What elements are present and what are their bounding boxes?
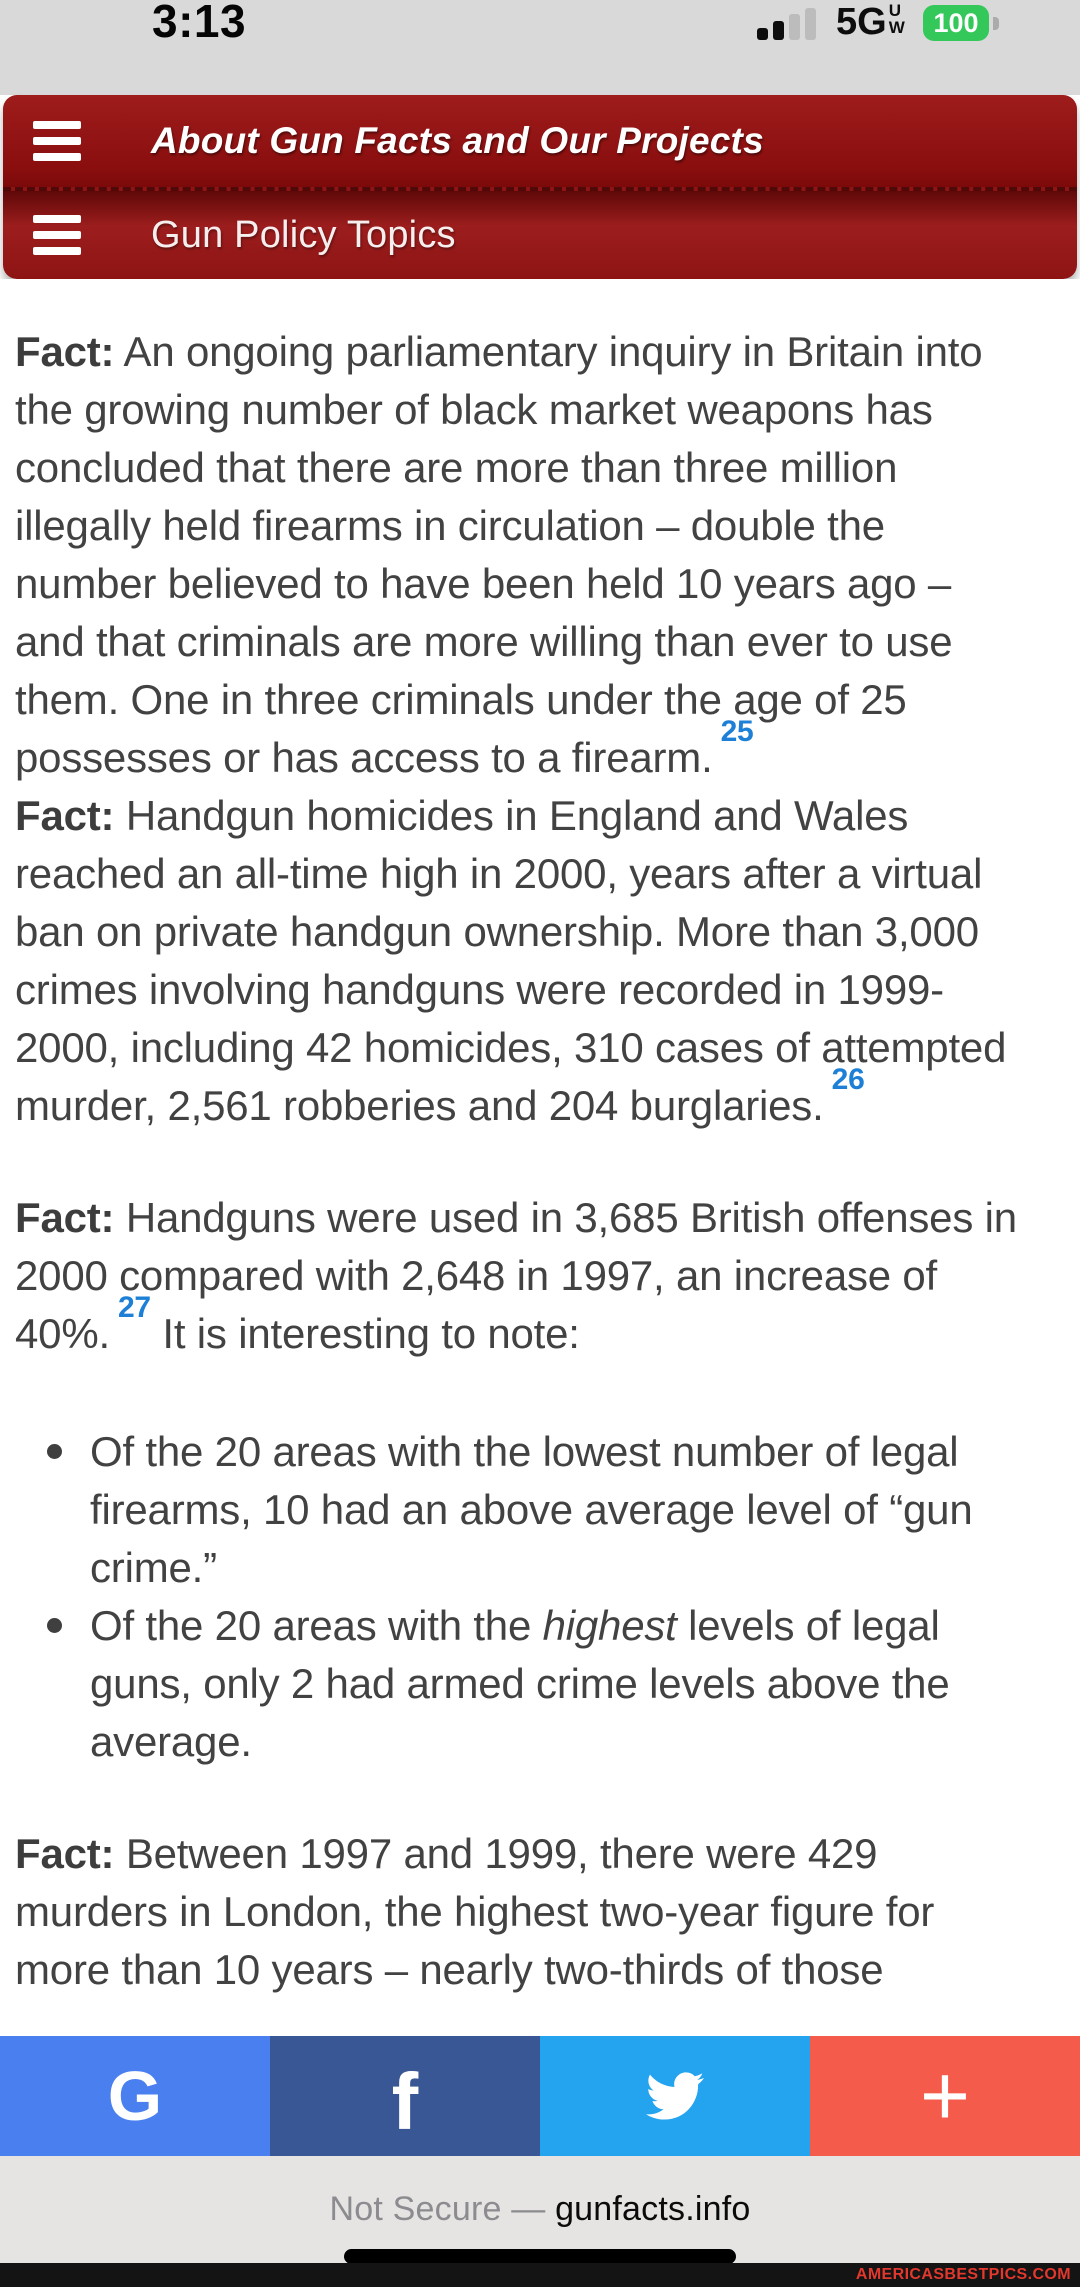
fact-paragraph-3 [15,1189,1028,1363]
bullet-list [15,1423,1028,1771]
signal-strength-icon [757,8,816,40]
share-toolbar [0,2036,1080,2156]
battery-nub [993,17,999,30]
fact-4-text: Between 1997 and 1999, there were 429 murders in London, the highest two-year figure for more than 10 years – nearly two-thirds of those [15,1830,935,1993]
facebook-icon: f [391,2057,419,2146]
hamburger-menu-icon[interactable] [33,121,81,161]
signal-bar-4 [805,8,816,40]
signal-bar-2 [773,21,784,40]
list-item: Of the 20 areas with the lowest number of legal firearms, 10 had an above average level of “gun crime.” [90,1423,1028,1597]
fact-2-text: Handgun homicides in England and Wales reached an all-time high in 2000, years after a virtual ban on private handgun ownership. More than 3,000 crimes involving handguns were recorded in 1999-2000, including 42 homicides, 310 cases of attempted murder, 2,561 robberies and 204 burglaries. [15,792,1007,1129]
fact-paragraph-1 [15,323,1028,787]
fact-3-text: Handguns were used in 3,685 British offenses in 2000 compared with 2,648 in 1997, an increase of 40%. [15,1194,1017,1357]
share-twitter-button[interactable] [540,2036,810,2156]
address-text [0,2190,1080,2229]
network-uw-suffix: U W [888,1,905,37]
site-domain: gunfacts.info [555,2190,751,2228]
network-label: 5G [836,1,887,43]
fact-label: Fact: [15,328,115,375]
article-text [0,279,1080,1999]
watermark-text: AMERICASBESTPICS.COM [855,2266,1071,2283]
browser-address-bar[interactable] [0,2156,1080,2287]
fact-label: Fact: [15,792,115,839]
battery-icon: 100 [923,5,989,41]
citation-link-25[interactable]: 25 [720,715,754,748]
not-secure-label: Not Secure — [329,2190,556,2228]
share-google-button[interactable] [0,2036,270,2156]
italic-word: highest [542,1602,677,1649]
citation-link-26[interactable]: 26 [831,1063,865,1096]
citation-link-27[interactable]: 27 [117,1291,151,1324]
share-facebook-button[interactable] [270,2036,540,2156]
bottom-black-strip [0,2263,1080,2287]
fact-1-text: An ongoing parliamentary inquiry in Britain into the growing number of black market weapons has concluded that there are more than three million illegally held firearms in circulation – double the number believed to have been held 10 years ago – and that criminals are more willing than ever to use them. One in three criminals under the age of 25 possesses or has access to a firearm. [15,328,983,781]
accordion-nav [3,95,1077,279]
share-more-button[interactable] [810,2036,1080,2156]
fact-label: Fact: [15,1194,115,1241]
google-icon: G [107,2057,163,2135]
list-item: Of the 20 areas with the highest levels of legal guns, only 2 had armed crime levels above the average. [90,1597,1028,1771]
network-type-indicator [836,0,905,44]
status-bar [0,0,1080,95]
nav-item-topics[interactable] [3,187,1077,279]
nav-item-about[interactable] [3,95,1077,187]
fact-label: Fact: [15,1830,115,1877]
twitter-bird-icon [640,2067,710,2125]
signal-bar-1 [757,28,768,40]
fact-paragraph-2 [15,787,1028,1135]
home-indicator[interactable] [344,2249,736,2264]
signal-bar-3 [789,14,800,40]
hamburger-menu-icon[interactable] [33,215,81,255]
nav-item-topics-label: Gun Policy Topics [151,213,456,256]
page-content [0,279,1080,2087]
fact-3-text-after: It is interesting to note: [150,1310,580,1357]
plus-icon: + [919,2048,971,2144]
clock-text: 3:13 [152,0,247,47]
nav-item-about-label: About Gun Facts and Our Projects [151,120,764,161]
fact-paragraph-4 [15,1825,1028,1999]
